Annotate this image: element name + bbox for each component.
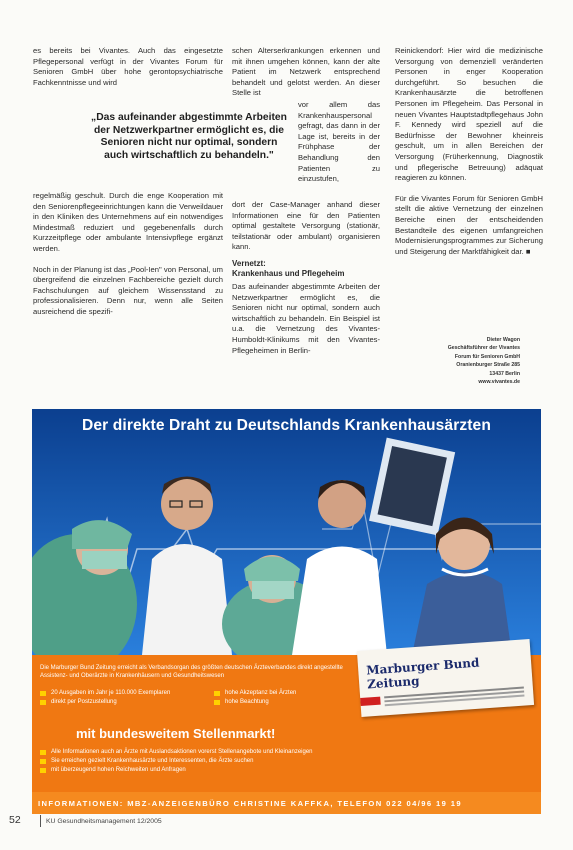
article-paragraph: Das aufeinander abgestimmte Arbeiten der Netzwerkpartner ermöglicht es, die Senioren nicht nur optimal, sondern auch wirtschaftlich zu behandeln. Ein Beispiel ist u.a. die Vernetzung des Vivantes-Humboldt-Klinikums mit den Vivantes-Pflegeheimen in Berlin- [232, 281, 380, 355]
pull-quote: „Das aufeinander abgestimmte Arbeiten der Netzwerkpartner ermöglicht es, die Senioren nicht nur optimal, sondern auch wirtschaftlich zu behandeln." [91, 112, 287, 161]
newspaper-red-band [360, 697, 381, 706]
bullet-square-icon [40, 750, 46, 755]
bullet-text: Sie erreichen gezielt Krankenhausärzte und Interessenten, die Ärzte suchen [51, 758, 254, 764]
feature-item [40, 698, 210, 707]
article-paragraph: dort der Case-Manager anhand dieser Informationen eine für den Patienten optimal gestaltete Versorgung (stationär, teilstationär oder ambulant) organisieren kann. [232, 200, 380, 252]
publication-name: KU Gesundheitsmanagement 12/2005 [46, 818, 162, 825]
article-column-2-bottom [232, 200, 380, 356]
ad-features-left [40, 689, 210, 707]
article-column-2-top [232, 46, 380, 99]
feature-text: direkt per Postzustellung [51, 699, 117, 705]
page-number: 52 [9, 814, 21, 826]
subheading-line-1: Vernetzt: [232, 258, 266, 268]
bullet-square-icon [40, 768, 46, 773]
article-paragraph: Reinickendorf: Hier wird die medizinische Versorgung von demenziell veränderten Personen in enger Kooperation durchgeführt. So besuchen die Krankenhausärzte die betroffenen Personen im Pflegeheim. Das Personal in neuen Vivantes Hauptstadtpflegehaus John F. Kennedy wird speziell auf die Bedürfnisse der Bewohner kheinreis geschult, um in allen Bereichen der Versorgung (Früherkennung, Diagnostik und pflegerische Betreuung) adäquat reagieren zu können. [395, 46, 543, 183]
ad-photo-doctors [32, 409, 541, 655]
article-paragraph: Für die Vivantes Forum für Senioren GmbH stellt die aktive Vernetzung der einzelnen Bereiche einen der entscheidenden Bestandteile des eigenen umfangreichen Modernisierungsprogrammes zur Sicherung und Steigerung der Marktfähigkeit dar. ■ [395, 193, 543, 256]
signature-url: www.vivantes.de [478, 379, 520, 386]
feature-item [40, 689, 210, 698]
author-signature [422, 336, 520, 386]
article-paragraph: vor allem das Krankenhauspersonal gefragt, das dann in der Lage ist, bereits in der Frühphase der Behandlung den Patienten zu einzustufen, [298, 100, 380, 184]
feature-text: 20 Ausgaben im Jahr je 110.000 Exemplaren [51, 690, 171, 696]
article-column-3 [395, 46, 543, 257]
ad-headline: Der direkte Draht zu Deutschlands Krankenhausärzten [82, 417, 491, 434]
feature-text: hohe Beachtung [225, 699, 269, 705]
bullet-square-icon [40, 691, 46, 696]
feature-item [214, 698, 354, 707]
bullet-item [40, 748, 460, 757]
feature-item [214, 689, 354, 698]
ad-stellenmarkt-headline: mit bundesweitem Stellenmarkt! [76, 726, 276, 741]
newspaper-image [357, 639, 534, 717]
signature-line: Oranienburger Straße 285 [456, 362, 520, 369]
ad-body [32, 655, 541, 814]
signature-line: 13437 Berlin [489, 370, 520, 377]
ad-contact-info: INFORMATIONEN: MBZ-ANZEIGENBÜRO CHRISTINE KAFFKA, TELEFON 022 04/96 19 19 [38, 799, 462, 808]
ad-info-bar [32, 792, 541, 814]
article-column-2-wrap [298, 100, 380, 185]
article-paragraph: Noch in der Planung ist das „Pool-Ien" von Personal, um übergreifend die einzelnen Fachbereiche gezielt durch Fachschulungen auf gleichem Wissensstand zu professionalisieren. Denn nur, wenn alle Seiten ausreichend die spezifi- [33, 264, 223, 316]
article-column-1-top [33, 46, 223, 88]
bullet-square-icon [40, 759, 46, 764]
ad-features-right [214, 689, 354, 707]
article-paragraph: es bereits bei Vivantes. Auch das eingesetzte Pflegepersonal verfügt in der Vivantes Forum für Senioren GmbH über hohe gerontopsychiatrische Fachkenntnisse und wird [33, 46, 223, 87]
advertisement [32, 409, 541, 814]
ad-bullet-list [40, 748, 460, 775]
bullet-item [40, 757, 460, 766]
signature-name: Dieter Wagon [486, 337, 520, 343]
bullet-square-icon [214, 700, 220, 705]
signature-line: Forum für Senioren GmbH [454, 353, 520, 360]
bullet-text: mit überzeugend hohen Reichweiten und Anfragen [51, 767, 186, 773]
article-paragraph: schen Alterserkrankungen erkennen und mit ihnen umgehen können, kann der alte Patient im Netzwerk entsprechend behandelt und gelotst werden. An dieser Stelle ist [232, 46, 380, 98]
article-paragraph: regelmäßig geschult. Durch die enge Kooperation mit den Seniorenpflegeeinrichtungen kann die Verweildauer in den Kliniken des Unternehmens auf ein notwendiges Mindestmaß reduziert und gegebenenfalls durch Kurzzeitpflege oder ambulante Intensivpflege ergänzt werden. [33, 191, 223, 253]
feature-text: hohe Akzeptanz bei Ärzten [225, 690, 297, 696]
bullet-text: Alle Informationen auch an Ärzte mit Auslandsaktionen vorerst Stellenangebote und Kleinanzeigen [51, 749, 313, 755]
bullet-square-icon [40, 700, 46, 705]
bullet-square-icon [214, 691, 220, 696]
bullet-item [40, 766, 460, 775]
signature-line: Geschäftsführer der Vivantes [447, 345, 520, 352]
article-column-1-bottom [33, 191, 223, 318]
ad-intro-text: Die Marburger Bund Zeitung erreicht als Verbandsorgan des größten deutschen Ärzteverbandes direkt angestellte Assistenz- und Oberärzte in Krankenhäusern und Gesundheitswesen [40, 665, 343, 679]
newspaper-title: Marburger Bund Zeitung [365, 655, 480, 692]
footer-divider [40, 815, 41, 827]
subheading-line-2: Krankenhaus und Pflegeheim [232, 268, 345, 278]
